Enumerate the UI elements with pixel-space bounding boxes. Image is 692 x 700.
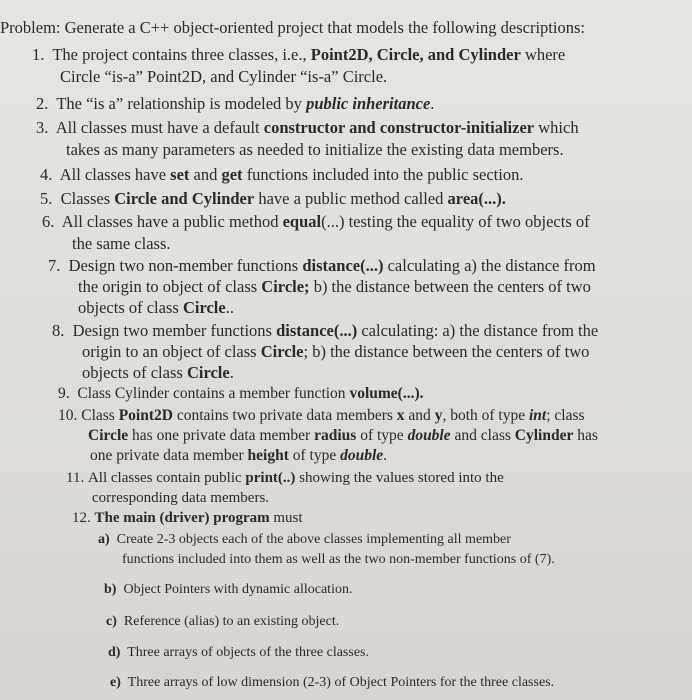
item-2: 2. The “is a” relationship is modeled by public inheritance. [36,94,435,113]
item-a-line-2: functions included into them as well as the two non-member functions of (7). [122,552,555,567]
item-11-line-1: 11. All classes contain public print(..) showing the values stored into the [66,470,504,486]
item-7-line-2: the origin to object of class Circle; b) the distance between the centers of two [78,277,591,296]
item-6-line-1: 6. All classes have a public method equal(...) testing the equality of two objects of [42,212,590,231]
item-1-line-2: Circle “is-a” Point2D, and Cylinder “is-a” Circle. [60,67,388,86]
item-3-line-2: takes as many parameters as needed to initialize the existing data members. [66,140,564,159]
problem-title: Problem: Generate a C++ object-oriented project that models the following descriptions: [0,18,585,37]
item-d: d) Three arrays of objects of the three classes. [108,645,369,660]
item-b: b) Object Pointers with dynamic allocation. [104,582,353,597]
item-4: 4. All classes have set and get functions included into the public section. [40,165,524,184]
item-7-line-1: 7. Design two non-member functions distance(...) calculating a) the distance from [48,256,596,275]
item-11-line-2: corresponding data members. [92,490,270,506]
item-10-line-2: Circle has one private data member radius of type double and class Cylinder has [88,427,598,444]
item-5: 5. Classes Circle and Cylinder have a public method called area(...). [40,189,506,208]
item-10-line-3: one private data member height of type double. [90,447,388,464]
item-10-line-1: 10. Class Point2D contains two private data members x and y, both of type int; class [58,407,585,424]
item-7-line-3: objects of class Circle.. [78,298,234,317]
item-8-line-3: objects of class Circle. [82,363,234,382]
item-9: 9. Class Cylinder contains a member function volume(...). [58,385,424,402]
item-1-line-1: 1. The project contains three classes, i.e., Point2D, Circle, and Cylinder where [32,45,566,64]
item-12: 12. The main (driver) program must [72,510,303,526]
item-c: c) Reference (alias) to an existing object. [106,614,340,629]
item-6-line-2: the same class. [72,234,171,253]
item-8-line-1: 8. Design two member functions distance(...) calculating: a) the distance from the [52,321,599,340]
item-a-line-1: a) Create 2-3 objects each of the above classes implementing all member [98,532,511,547]
item-e: e) Three arrays of low dimension (2-3) of Object Pointers for the three classes. [110,675,555,690]
item-8-line-2: origin to an object of class Circle; b) the distance between the centers of two [82,342,590,361]
item-3-line-1: 3. All classes must have a default constructor and constructor-initializer which [36,118,579,137]
